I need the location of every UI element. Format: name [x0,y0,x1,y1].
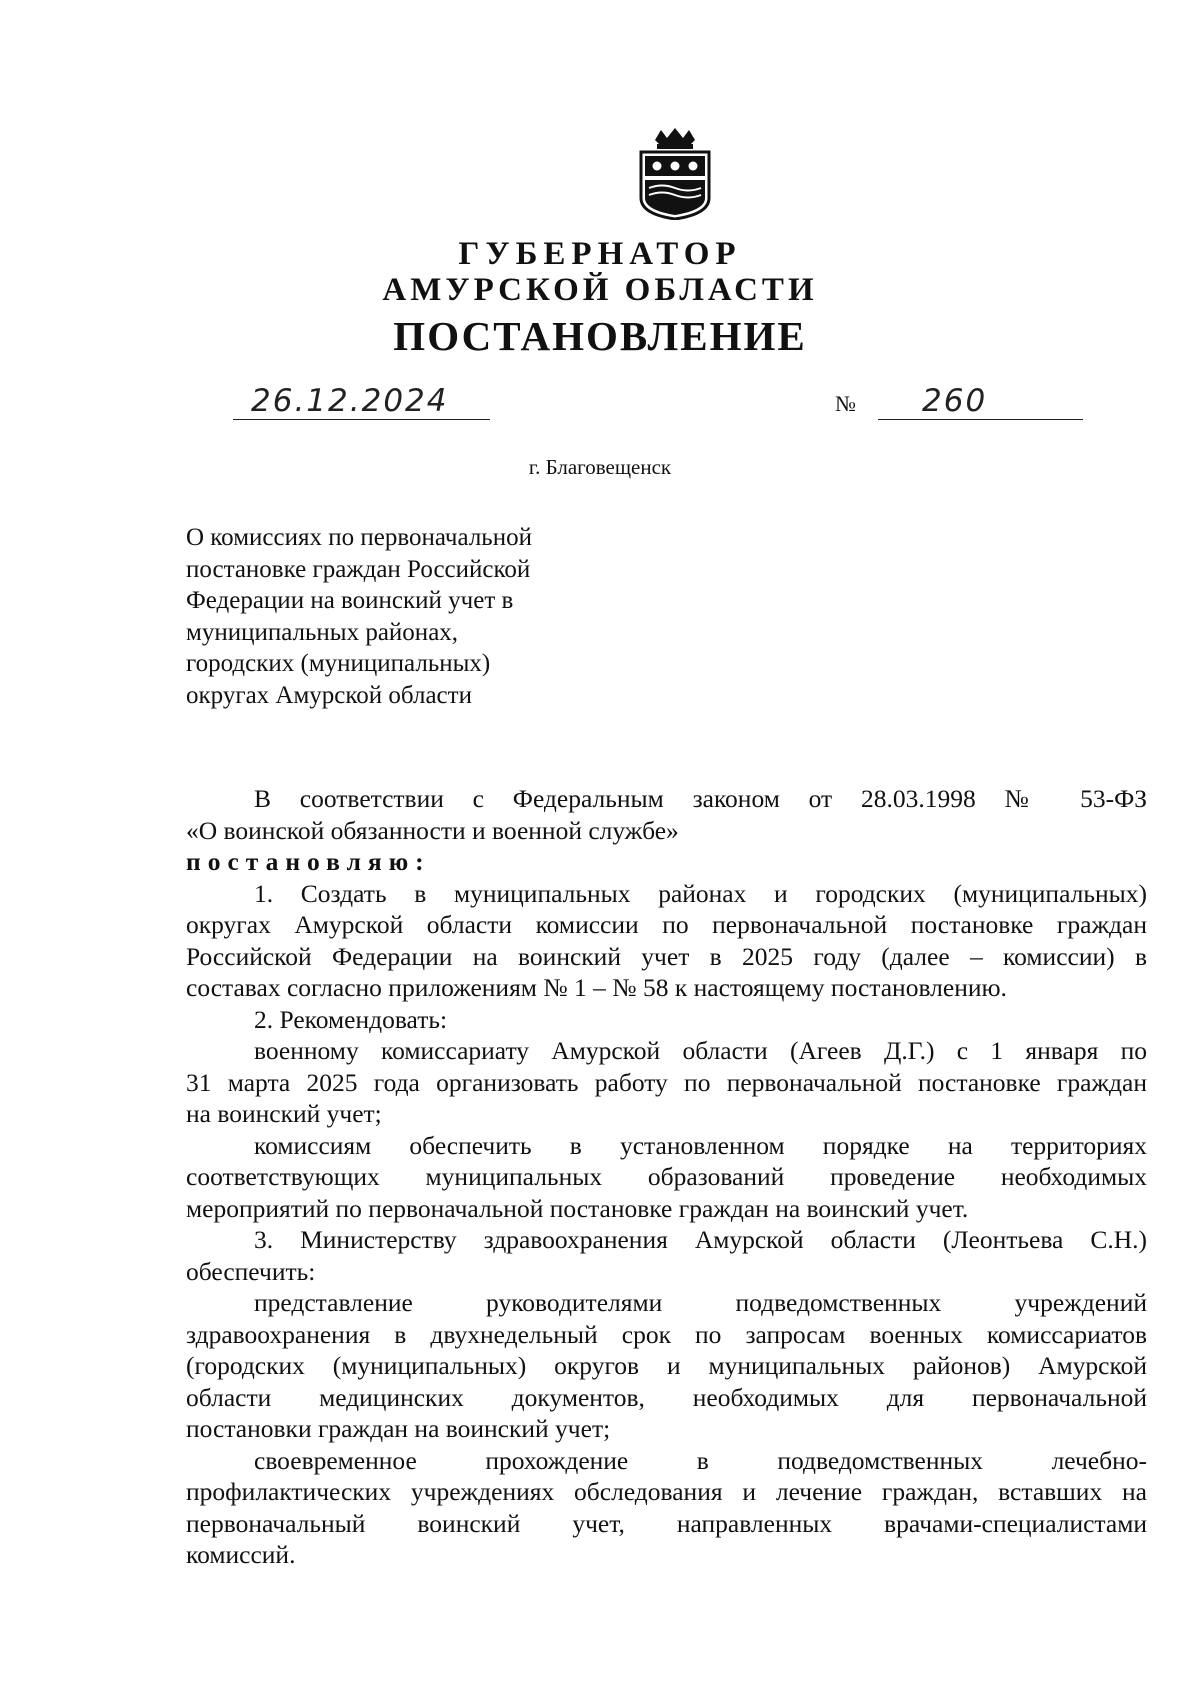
body-line: 2. Рекомендовать: [254,1004,448,1034]
body-line: составах согласно приложениям № 1 – № 58 к настоящему постановлению. [186,973,1007,1002]
body-line: постановки граждан на воинский учет; [186,1414,611,1443]
subject-line: Федерации на воинский учет в [186,587,514,614]
body-line: 31 марта 2025 года организовать работу по первоначальной постановке граждан [186,1067,1147,1097]
number-field [878,383,1083,420]
body-line: первоначальный воинский учет, направленных врачами-специалистами [186,1508,1147,1538]
body-line: военному комиссариату Амурской области (Агеев Д.Г.) с 1 января по [254,1036,1147,1065]
body-line: (городских (муниципальных) округов и муниципальных районов) Амурской [186,1351,1147,1380]
body-line: «О воинской обязанности и военной службе» [186,815,679,845]
body-line: Российской Федерации на воинский учет в 2025 году (далее – комиссии) в [186,941,1147,971]
body-line: округах Амурской области комиссии по первоначальной постановке граждан [186,910,1147,939]
header-governor: ГУБЕРНАТОР [458,236,742,272]
handwritten-date: 26.12.2024 [251,383,449,419]
subject-line: муниципальных районах, [186,618,459,646]
body-line: комиссий. [186,1540,296,1569]
body-line: на воинский учет; [186,1099,382,1128]
header-document-type: ПОСТАНОВЛЕНИЕ [393,313,807,359]
body-line: комиссиям обеспечить в установленном порядке на территориях [254,1130,1147,1160]
document-subject [186,522,532,711]
number-label: № [835,391,856,416]
body-line: области медицинских документов, необходимых для первоначальной [186,1382,1147,1412]
city: г. Благовещенск [528,455,672,479]
body-line: обеспечить: [186,1256,316,1286]
body-line: 3. Министерству здравоохранения Амурской области (Леонтьева С.Н.) [254,1225,1147,1254]
subject-line: городских (муниципальных) [186,650,491,677]
subject-line: постановке граждан Российской [186,555,531,583]
body-line: своевременное прохождение в подведомственных лечебно- [254,1445,1147,1475]
body-line: мероприятий по первоначальной постановке граждан на воинский учет. [186,1193,969,1223]
document-body [186,783,1147,1571]
body-line: соответствующих муниципальных образований проведение необходимых [186,1162,1147,1191]
body-line: представление руководителями подведомственных учреждений [254,1288,1147,1317]
subject-line: О комиссиях по первоначальной [186,524,532,551]
header-region: АМУРСКОЙ ОБЛАСТИ [382,272,818,308]
coat-of-arms-emblem [635,128,715,220]
body-line: В соответствии с Федеральным законом от 28.03.1998 № 53-ФЗ [254,784,1147,813]
body-line: профилактических учреждениях обследования и лечение граждан, вставших на [186,1477,1147,1506]
body-line: 1. Создать в муниципальных районах и городских (муниципальных) [254,878,1147,908]
body-line: здравоохранения в двухнедельный срок по запросам военных комиссариатов [186,1319,1147,1349]
handwritten-number: 260 [922,383,988,419]
date-field [233,383,490,420]
subject-line: округах Амурской области [186,681,472,709]
resolution-keyword: постановляю: [186,847,431,876]
